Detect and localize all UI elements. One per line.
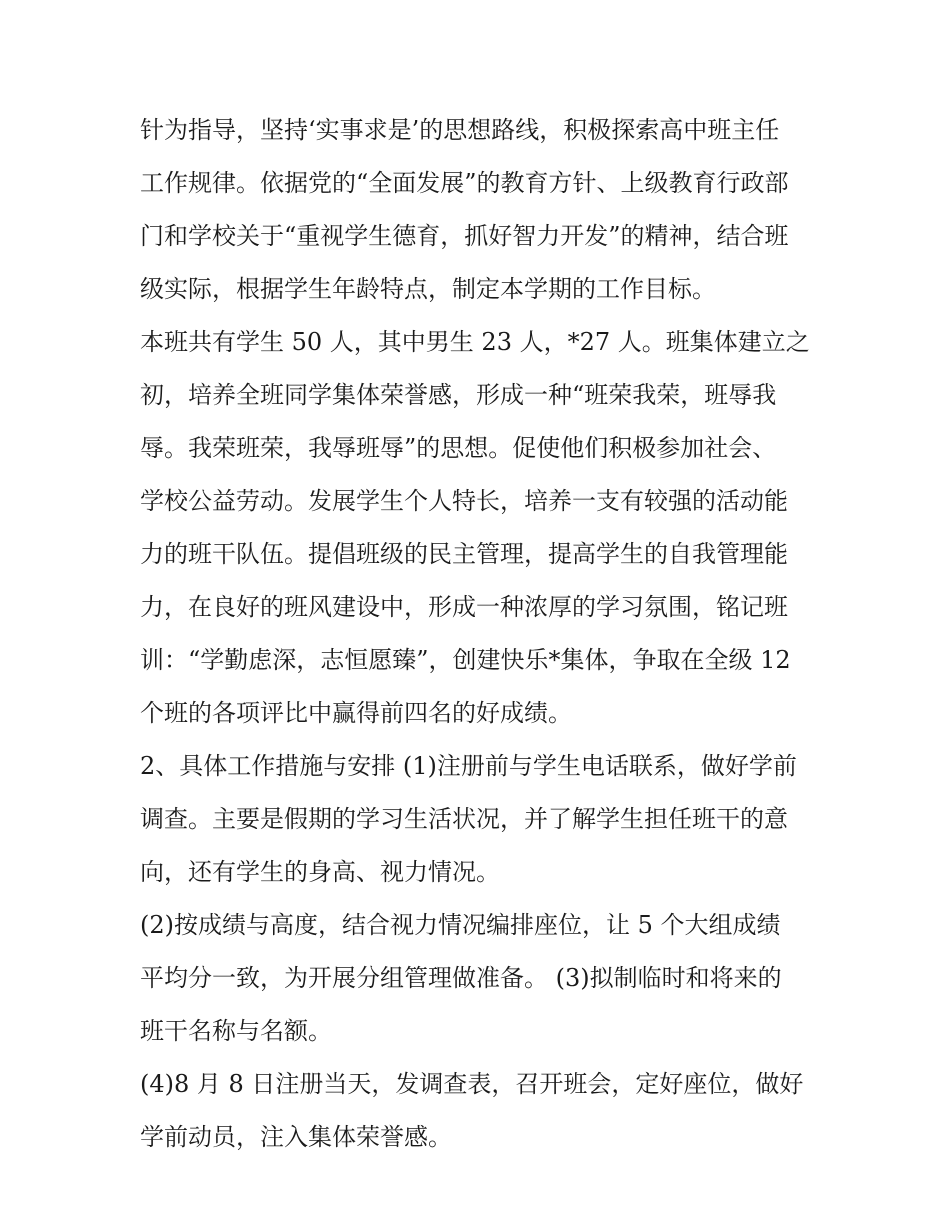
text-line: 个班的各项评比中赢得前四名的好成绩。: [140, 699, 572, 727]
text-line: 向，还有学生的身高、视力情况。: [140, 858, 500, 886]
text-line: 级实际，根据学生年龄特点，制定本学期的工作目标。: [140, 275, 716, 303]
body-text: [140, 104, 830, 1164]
text-line: 2、具体工作措施与安排 (1)注册前与学生电话联系，做好学前: [140, 752, 797, 780]
text-line: 班干名称与名额。: [140, 1017, 332, 1045]
text-line: 初，培养全班同学集体荣誉感，形成一种“班荣我荣，班辱我: [140, 381, 777, 409]
text-line: 训：“学勤虑深，志恒愿臻”，创建快乐*集体，争取在全级 12: [140, 646, 791, 674]
text-line: 工作规律。依据党的“全面发展”的教育方针、上级教育行政部: [140, 169, 789, 197]
text-line: 平均分一致，为开展分组管理做准备。 (3)拟制临时和将来的: [140, 964, 782, 992]
text-line: (4)8 月 8 日注册当天，发调查表，召开班会，定好座位，做好: [140, 1070, 804, 1098]
text-line: 本班共有学生 50 人，其中男生 23 人，*27 人。班集体建立之: [140, 328, 810, 356]
text-line: 学前动员，注入集体荣誉感。: [140, 1123, 452, 1151]
text-line: 学校公益劳动。发展学生个人特长，培养一支有较强的活动能: [140, 487, 788, 515]
text-line: 针为指导，坚持‘实事求是’的思想路线，积极探索高中班主任: [140, 116, 780, 144]
text-line: 调查。主要是假期的学习生活状况，并了解学生担任班干的意: [140, 805, 788, 833]
text-line: 力的班干队伍。提倡班级的民主管理，提高学生的自我管理能: [140, 540, 788, 568]
text-line: 力，在良好的班风建设中，形成一种浓厚的学习氛围，铭记班: [140, 593, 788, 621]
text-line: 辱。我荣班荣，我辱班辱”的思想。促使他们积极参加社会、: [140, 434, 777, 462]
text-line: (2)按成绩与高度，结合视力情况编排座位，让 5 个大组成绩: [140, 911, 781, 939]
text-line: 门和学校关于“重视学生德育，抓好智力开发”的精神，结合班: [140, 222, 789, 250]
